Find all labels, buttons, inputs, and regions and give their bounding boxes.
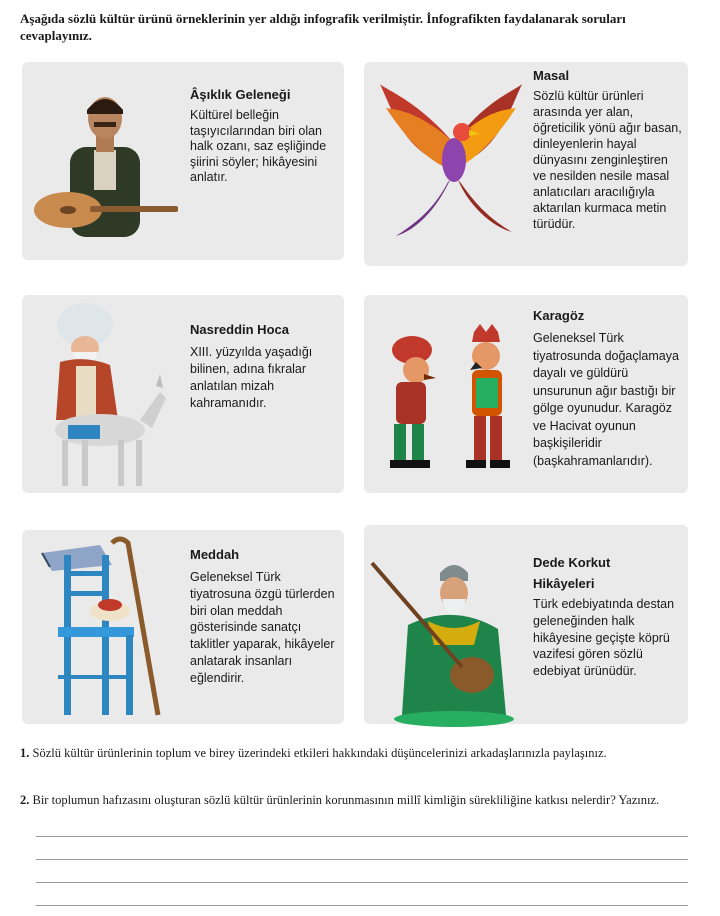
- shadow-puppets-icon: [382, 318, 522, 473]
- question-1: [20, 745, 700, 762]
- card-text: Kültürel belleğin taşıyıcılarından biri olan halk ozanı, saz eşliğinde şiirini söyler; hikâyesini anlatır.: [190, 108, 327, 184]
- card-text: Sözlü kültür ürünleri arasında yer alan, öğreticilik yönü ağır basan, dinleyenlerin hayal dünyasını zenginleştiren ve nesilden nesile masal anlatıcıları aracılığıyla aktarılan kurmaca metin türüdür.: [533, 89, 682, 231]
- question-2: [20, 792, 700, 809]
- card-text: Geleneksel Türk tiyatrosunda doğaçlamaya dayalı ve güldürü unsurunun ağır bastığı bir gölge oyunudur. Karagöz ve Hacivat oyunun başkişileridir (başkahramanlarıdır).: [533, 331, 679, 468]
- card-text: Geleneksel Türk tiyatrosuna özgü türlerden biri olan meddah gösterisinde sanatçı taklitler yaparak, hikâyeler anlatarak insanları eğlendirir.: [190, 570, 335, 685]
- question-number: 2.: [20, 793, 30, 807]
- card-title: Dede Korkut Hikâyeleri: [533, 555, 611, 591]
- question-text: Sözlü kültür ürünlerinin toplum ve birey üzerindeki etkileri hakkındaki düşüncelerinizi arkadaşlarınızla paylaşınız.: [32, 746, 607, 760]
- card-title: Meddah: [190, 547, 240, 562]
- chair-and-cane-icon: [40, 535, 170, 720]
- answer-line[interactable]: [36, 882, 688, 883]
- nasreddin-on-donkey-icon: [40, 300, 170, 490]
- question-number: 1.: [20, 746, 30, 760]
- card-title: Nasreddin Hoca: [190, 322, 289, 337]
- phoenix-icon: [376, 80, 526, 240]
- answer-line[interactable]: [36, 836, 688, 837]
- card-text: Türk edebiyatında destan geleneğinden halk hikâyesine geçişte köprü vazifesi gören sözlü edebiyat ürünüdür.: [533, 597, 675, 679]
- answer-line[interactable]: [36, 859, 688, 860]
- question-text: Bir toplumun hafızasını oluşturan sözlü kültür ürünlerinin korunmasının millî kimliğin sürekliliğine katkısı nelerdir? Yazınız.: [32, 793, 660, 807]
- card-text: XIII. yüzyılda yaşadığı bilinen, adına fıkralar anlatılan mizah kahramanıdır.: [190, 345, 313, 410]
- intro-text: Aşağıda sözlü kültür ürünü örneklerinin yer aldığı infografik verilmiştir. İnfografikten faydalanarak soruları cevaplayınız.: [20, 11, 626, 43]
- answer-line[interactable]: [36, 905, 688, 906]
- card-title: Masal: [533, 68, 570, 83]
- dede-korkut-kopuz-icon: [368, 555, 522, 729]
- card-title: Âşıklık Geleneği: [190, 87, 291, 102]
- card-title: Karagöz: [533, 308, 585, 323]
- minstrel-with-saz-icon: [30, 92, 180, 242]
